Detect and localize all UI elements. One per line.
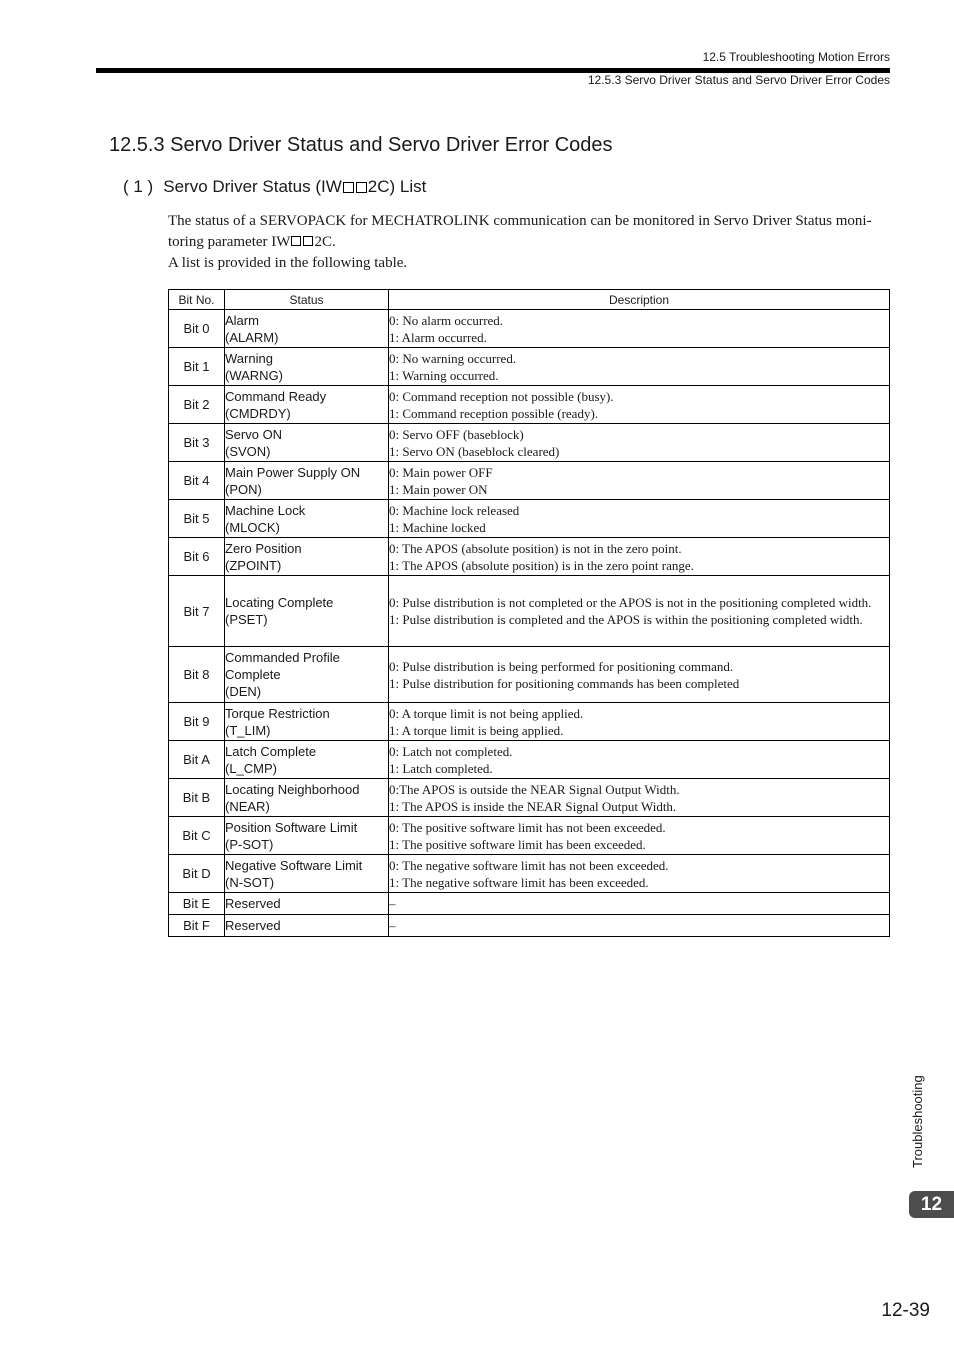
running-header-section: 12.5 Troubleshooting Motion Errors <box>702 50 890 64</box>
status-cell <box>225 348 389 386</box>
bit-number-cell: Bit F <box>169 915 225 937</box>
table-row <box>169 500 890 538</box>
table-row <box>169 893 890 915</box>
bit-number-cell: Bit 3 <box>169 424 225 462</box>
description-line: 1: Alarm occurred. <box>389 329 487 345</box>
status-line: (ALARM) <box>225 329 279 345</box>
status-cell <box>225 779 389 817</box>
bit-number-cell: Bit 6 <box>169 538 225 576</box>
status-cell <box>225 462 389 500</box>
status-line: Reserved <box>225 896 281 911</box>
description-cell <box>389 462 890 500</box>
description-line: – <box>389 918 396 933</box>
table-header-row <box>169 290 890 310</box>
description-line: 1: The negative software limit has been exceeded. <box>389 874 649 890</box>
page-number: 12-39 <box>881 1300 930 1321</box>
description-cell <box>389 893 890 915</box>
description-line: 1: The APOS (absolute position) is in the zero point range. <box>389 557 694 573</box>
bit-number-cell: Bit D <box>169 855 225 893</box>
intro-line-2 <box>168 232 884 253</box>
status-line: Latch Complete <box>225 743 317 759</box>
servo-status-table <box>168 289 890 937</box>
status-line: Zero Position <box>225 540 302 556</box>
table-row <box>169 386 890 424</box>
status-line: Torque Restriction <box>225 705 330 721</box>
description-cell <box>389 703 890 741</box>
status-line: (L_CMP) <box>225 760 278 776</box>
description-line: – <box>389 896 396 911</box>
description-line: 0: Pulse distribution is not completed or the APOS is not in the positioning completed width. <box>389 595 872 610</box>
table-row <box>169 424 890 462</box>
status-cell <box>225 500 389 538</box>
description-line: 0: The positive software limit has not been exceeded. <box>389 819 666 835</box>
description-line: 1: Pulse distribution is completed and the APOS is within the positioning completed width. <box>389 612 863 627</box>
status-cell <box>225 538 389 576</box>
bit-number-cell: Bit 7 <box>169 576 225 647</box>
description-line: 1: Command reception possible (ready). <box>389 405 599 421</box>
table-row <box>169 741 890 779</box>
status-cell <box>225 386 389 424</box>
description-cell <box>389 538 890 576</box>
status-cell <box>225 703 389 741</box>
status-line: Negative Software Limit <box>225 857 363 873</box>
table-row <box>169 538 890 576</box>
status-cell <box>225 741 389 779</box>
bit-number-cell: Bit A <box>169 741 225 779</box>
status-line: (NEAR) <box>225 798 270 814</box>
status-cell <box>225 915 389 937</box>
bit-number-cell: Bit 8 <box>169 647 225 703</box>
description-cell <box>389 500 890 538</box>
status-line: Locating Complete <box>225 595 334 610</box>
description-line: 0: The negative software limit has not been exceeded. <box>389 857 669 873</box>
intro-line-2-after: 2C. <box>314 234 336 250</box>
status-cell <box>225 817 389 855</box>
side-chapter-label: Troubleshooting <box>910 1075 925 1168</box>
description-cell <box>389 817 890 855</box>
table-row <box>169 348 890 386</box>
description-cell <box>389 424 890 462</box>
description-line: 1: Warning occurred. <box>389 367 499 383</box>
table-row <box>169 462 890 500</box>
status-cell <box>225 893 389 915</box>
status-line: (WARNG) <box>225 367 284 383</box>
status-cell <box>225 310 389 348</box>
description-line: 1: Latch completed. <box>389 760 493 776</box>
description-line: 0: Pulse distribution is being performed for positioning command. <box>389 658 734 674</box>
intro-line-1: The status of a SERVOPACK for MECHATROLINK communication can be monitored in Servo Driver Status moni- <box>168 213 872 229</box>
description-line: 1: Machine locked <box>389 519 486 535</box>
subheading-text-after: 2C) List <box>367 177 427 196</box>
status-line: Main Power Supply ON <box>225 464 361 480</box>
column-header: Description <box>389 290 890 310</box>
placeholder-box-icon <box>303 236 313 246</box>
status-line: (P-SOT) <box>225 836 274 852</box>
bit-number-cell: Bit E <box>169 893 225 915</box>
description-line: 0: No warning occurred. <box>389 350 517 366</box>
bit-number-cell: Bit 0 <box>169 310 225 348</box>
bit-number-cell: Bit 5 <box>169 500 225 538</box>
description-line: 1: The APOS is inside the NEAR Signal Output Width. <box>389 798 677 814</box>
description-cell <box>389 855 890 893</box>
description-line: 0: Servo OFF (baseblock) <box>389 426 524 442</box>
status-line: (MLOCK) <box>225 519 280 535</box>
description-cell <box>389 779 890 817</box>
status-line: (N-SOT) <box>225 874 275 890</box>
section-title: 12.5.3 Servo Driver Status and Servo Driver Error Codes <box>109 134 613 156</box>
table-row <box>169 703 890 741</box>
description-cell <box>389 310 890 348</box>
description-cell <box>389 741 890 779</box>
placeholder-box-icon <box>356 182 367 193</box>
table-row <box>169 576 890 647</box>
column-header: Status <box>225 290 389 310</box>
table-row <box>169 855 890 893</box>
status-line: (PON) <box>225 481 262 497</box>
status-line: Warning <box>225 350 273 366</box>
intro-paragraph <box>168 211 884 274</box>
description-line: 0: The APOS (absolute position) is not in the zero point. <box>389 540 682 556</box>
chapter-tab: 12 <box>909 1191 954 1218</box>
description-line: 0:The APOS is outside the NEAR Signal Output Width. <box>389 781 680 797</box>
bit-number-cell: Bit 9 <box>169 703 225 741</box>
description-line: 1: The positive software limit has been exceeded. <box>389 836 646 852</box>
description-cell <box>389 647 890 703</box>
description-line: 0: No alarm occurred. <box>389 312 504 328</box>
status-line: Machine Lock <box>225 502 306 518</box>
description-cell <box>389 576 890 647</box>
bit-number-cell: Bit C <box>169 817 225 855</box>
subheading-text-before: Servo Driver Status (IW <box>163 177 342 196</box>
table-row <box>169 310 890 348</box>
bit-number-cell: Bit B <box>169 779 225 817</box>
running-header-subsection: 12.5.3 Servo Driver Status and Servo Driver Error Codes <box>587 73 890 87</box>
status-line: (ZPOINT) <box>225 557 282 573</box>
status-line: Reserved <box>225 918 281 933</box>
intro-line-3: A list is provided in the following table. <box>168 255 408 271</box>
status-line: (T_LIM) <box>225 722 271 738</box>
description-line: 1: Main power ON <box>389 481 488 497</box>
intro-line-2-before: toring parameter IW <box>168 234 291 250</box>
description-line: 0: Main power OFF <box>389 464 493 480</box>
status-line: Position Software Limit <box>225 819 358 835</box>
status-line: Commanded Profile <box>225 650 340 665</box>
placeholder-box-icon <box>291 236 301 246</box>
description-cell <box>389 348 890 386</box>
status-cell <box>225 576 389 647</box>
status-line: (DEN) <box>225 684 262 699</box>
status-cell <box>225 855 389 893</box>
bit-number-cell: Bit 4 <box>169 462 225 500</box>
description-line: 1: A torque limit is being applied. <box>389 722 564 738</box>
table-row <box>169 817 890 855</box>
subheading-number: ( 1 ) <box>123 177 154 196</box>
description-cell <box>389 386 890 424</box>
bit-number-cell: Bit 1 <box>169 348 225 386</box>
status-cell <box>225 424 389 462</box>
table-row <box>169 647 890 703</box>
description-line: 1: Pulse distribution for positioning commands has been completed <box>389 675 740 691</box>
table-row <box>169 915 890 937</box>
status-line: (PSET) <box>225 612 268 627</box>
status-line: (CMDRDY) <box>225 405 291 421</box>
status-line: (SVON) <box>225 443 271 459</box>
description-line: 0: Command reception not possible (busy). <box>389 388 614 404</box>
status-line: Locating Neighborhood <box>225 781 360 797</box>
bit-number-cell: Bit 2 <box>169 386 225 424</box>
description-line: 0: Machine lock released <box>389 502 520 518</box>
status-line: Alarm <box>225 312 259 328</box>
placeholder-box-icon <box>343 182 354 193</box>
description-line: 0: A torque limit is not being applied. <box>389 705 584 721</box>
description-line: 0: Latch not completed. <box>389 743 513 759</box>
status-line: Command Ready <box>225 388 327 404</box>
subheading <box>123 177 426 197</box>
status-cell <box>225 647 389 703</box>
description-cell <box>389 915 890 937</box>
status-line: Complete <box>225 667 281 682</box>
table-row <box>169 779 890 817</box>
column-header: Bit No. <box>169 290 225 310</box>
description-line: 1: Servo ON (baseblock cleared) <box>389 443 560 459</box>
status-line: Servo ON <box>225 426 283 442</box>
